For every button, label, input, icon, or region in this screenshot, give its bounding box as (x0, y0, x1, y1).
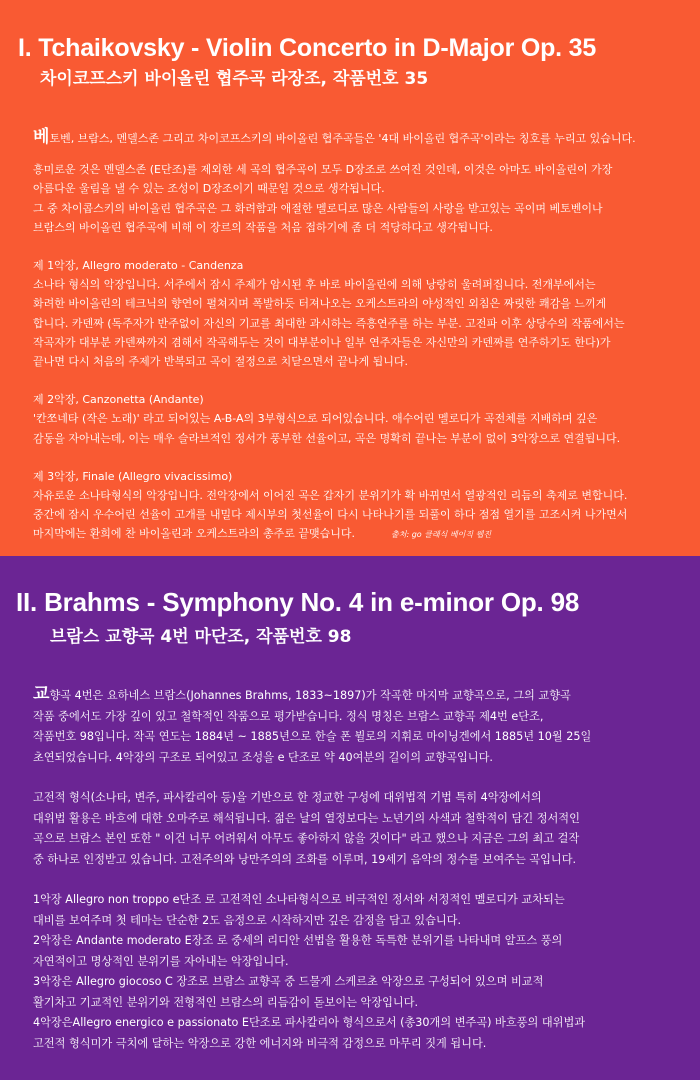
text-line: 합니다. 카덴짜 (독주자가 반주없이 자신의 기교를 최대한 과시하는 즉흥연주를 하는 부분. 고전파 이후 상당수의 작품에서는 (33, 316, 625, 330)
text-line: 자연적이고 명상적인 분위기를 자아내는 악장입니다. (33, 954, 289, 968)
section-body (33, 684, 683, 1054)
intro-text: 토벤, 브람스, 멘델스존 그리고 차이코프스키의 바이올린 협주곡들은 '4대 바이올린 협주곡'이라는 칭호를 누리고 있습니다. (49, 132, 636, 145)
intro-text: 향곡 4번은 요하네스 브람스(Johannes Brahms, 1833~1897)가 작곡한 마지막 교향곡으로, 그의 교향곡 (49, 689, 571, 702)
text-line: 고전적 형식(소나타, 변주, 파사칼리아 등)을 기반으로 한 정교한 구성에 대위법적 기법 특히 4악장에서의 (33, 791, 542, 804)
drop-cap: 교 (33, 684, 50, 704)
text-line: 작품번호 98입니다. 작곡 연도는 1884년 ~ 1885년으로 한슬 폰 뷜로의 지휘로 마이닝겐에서 1885년 10월 25일 (33, 730, 592, 743)
text-line: 2악장은 Andante moderato E장조 로 중세의 리디안 선법을 활용한 독특한 분위기를 나타내며 알프스 풍의 (33, 934, 563, 947)
section-body (33, 128, 683, 545)
movement-heading: 제 3악장, Finale (Allegro vivacissimo) (33, 469, 233, 483)
section-subtitle: 차이코프스키 바이올린 협주곡 라장조, 작품번호 35 (40, 69, 429, 89)
text-line: 고전적 형식미가 극치에 달하는 악장으로 강한 에너지와 비극적 감정으로 마무리 짓게 됩니다. (33, 1036, 487, 1050)
text-line: 3악장은 Allegro giocoso C 장조로 브람스 교향곡 중 드물게 스케르초 악장으로 구성되어 있으며 비교적 (33, 975, 544, 988)
intro-paragraph (33, 128, 683, 148)
text-line: 중 하나로 인정받고 있습니다. 고전주의와 낭만주의의 조화를 이루며, 19세기 음악의 정수를 보여주는 곡입니다. (33, 852, 577, 866)
text-line: 화려한 바이올린의 테크닉의 향연이 펼쳐지며 폭발하듯 터져나오는 오케스트라의 야성적인 외침은 짜릿한 쾌감을 느끼게 (33, 297, 607, 311)
text-line: 브람스의 바이올린 협주곡에 비해 이 장르의 작품을 처음 접하기에 좀 더 적당하다고 생각됩니다. (33, 220, 493, 234)
text-line: 1악장 Allegro non troppo e단조 로 고전적인 소나타형식으로 비극적인 정서와 서정적인 멜로디가 교차되는 (33, 893, 565, 906)
text-line: 아름다운 울림을 낼 수 있는 조성이 D장조이기 때문일 것으로 생각됩니다. (33, 182, 385, 196)
movement-heading: 제 2악장, Canzonetta (Andante) (33, 393, 204, 407)
text-line: 자유로운 소나타형식의 악장입니다. 전악장에서 이어진 곡은 갑자기 분위기가 확 바뀌면서 열광적인 리듬의 축제로 변합니다. (33, 489, 628, 503)
text-line: 활기차고 기교적인 분위기와 전형적인 브람스의 리듬감이 돋보이는 악장입니다. (33, 995, 419, 1009)
text-line: 대위법 활용은 바흐에 대한 오마주로 해석됩니다. 젊은 날의 열정보다는 노년기의 사색과 철학적이 담긴 정서적인 (33, 811, 580, 825)
section-title: I. Tchaikovsky - Violin Concerto in D-Major Op. 35 (18, 34, 597, 62)
text-line: 흥미로운 것은 멘델스존 (E단조)를 제외한 세 곡의 협주곡이 모두 D장조로 쓰여진 것인데, 이것은 아마도 바이올린이 가장 (33, 163, 613, 177)
text-line: 대비를 보여주며 첫 테마는 단순한 2도 음정으로 시작하지만 깊은 감정을 담고 있습니다. (33, 913, 462, 927)
text-line-content: 마지막에는 환희에 찬 바이올린과 오케스트라의 총주로 끝맺습니다. (33, 527, 356, 541)
text-line: 초연되었습니다. 4악장의 구조로 되어있고 조성을 e 단조로 약 40여분의 길이의 교향곡입니다. (33, 750, 493, 764)
text-line: 작품 중에서도 가장 깊이 있고 철학적인 작품으로 평가받습니다. 정식 명칭은 브람스 교향곡 제4번 e단조, (33, 709, 544, 723)
text-line (33, 524, 683, 544)
text-line: 곡으로 브람스 본인 또한 " 이건 너무 어려워서 아무도 좋아하지 않을 것이다" 라고 했으나 지금은 그의 최고 걸작 (33, 832, 580, 845)
text-line: 중간에 잠시 우수어린 선율이 고개를 내밀다 제시부의 첫선율이 다시 나타나기를 되풀이 하다 점점 열기를 고조시켜 나가면서 (33, 508, 628, 522)
text-line: 작곡자가 대부분 카덴짜까지 겸해서 작곡해두는 것이 대부분이나 일부 연주자들은 자신만의 카덴짜를 연주하기도 한다)가 (33, 335, 611, 349)
section-title: II. Brahms - Symphony No. 4 in e-minor Op. 98 (16, 587, 580, 617)
intro-paragraph (33, 684, 683, 707)
drop-cap: 베 (33, 127, 50, 147)
brahms-section (0, 556, 700, 1080)
section-subtitle: 브람스 교향곡 4번 마단조, 작품번호 98 (50, 627, 352, 647)
movement-heading: 제 1악장, Allegro moderato - Candenza (33, 259, 244, 273)
text-line: 끝나면 다시 처음의 주제가 반복되고 곡이 절정으로 치닫으면서 끝나게 됩니다. (33, 355, 408, 369)
text-line: 그 중 차이콥스키의 바이올린 협주곡은 그 화려함과 애절한 멜로디로 많은 사람들의 사랑을 받고있는 곡이며 베토벤이나 (33, 201, 603, 215)
text-line: 4악장은Allegro energico e passionato E단조로 파사칼리아 형식으로서 (총30개의 변주곡) 바흐풍의 대위법과 (33, 1016, 586, 1029)
source-credit: 출처: go 클래식 베이직 웹진 (391, 530, 492, 540)
text-line: 소나타 형식의 악장입니다. 서주에서 잠시 주제가 암시된 후 바로 바이올린에 의해 낭랑히 울려퍼집니다. 전개부에서는 (33, 278, 596, 292)
text-line: 감동을 자아내는데, 이는 매우 슬라브적인 정서가 풍부한 선율이고, 곡은 명확히 끝나는 부분이 없이 3악장으로 연결됩니다. (33, 431, 621, 445)
text-line: '칸쪼네타 (작은 노래)' 라고 되어있는 A-B-A의 3부형식으로 되어있습니다. 애수어린 멜로디가 곡전체를 지배하며 깊은 (33, 412, 598, 426)
